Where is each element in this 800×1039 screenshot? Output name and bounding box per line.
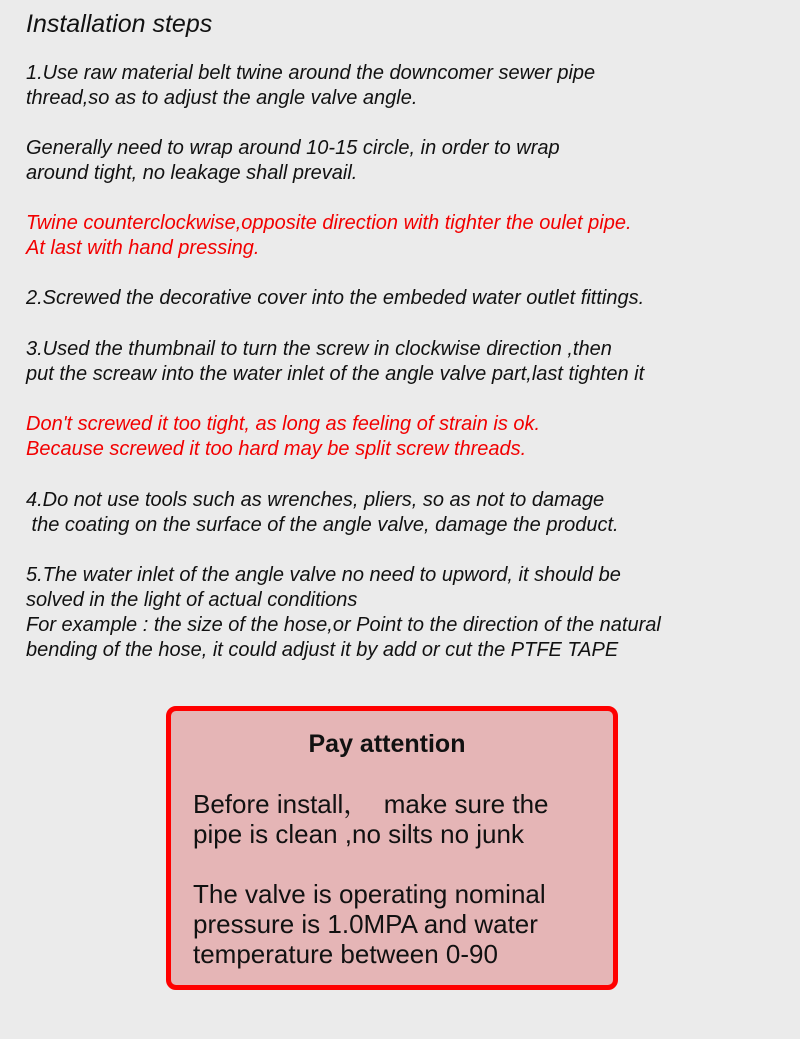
step-2 <box>26 286 644 311</box>
step-3 <box>26 337 644 387</box>
step-1-warning-line-1: Twine counterclockwise,opposite direction with tighter the oulet pipe. <box>26 212 632 234</box>
attention-paragraph-1-line-1: Before install， make sure the <box>193 789 549 819</box>
step-1-line-2: thread,so as to adjust the angle valve angle. <box>26 87 418 109</box>
attention-box <box>166 706 618 990</box>
step-4 <box>26 488 619 538</box>
step-1-note-line-2: around tight, no leakage shall prevail. <box>26 162 358 184</box>
step-1 <box>26 61 595 111</box>
step-1-warning <box>26 211 632 261</box>
step-3-line-2: put the screaw into the water inlet of the angle valve part,last tighten it <box>26 363 645 385</box>
step-5-line-1: 5.The water inlet of the angle valve no need to upword, it should be <box>26 564 621 586</box>
step-1-note <box>26 136 560 186</box>
step-4-line-1: 4.Do not use tools such as wrenches, pliers, so as not to damage <box>26 489 605 511</box>
attention-title: Pay attention <box>308 730 466 758</box>
attention-paragraph-2-line-1: The valve is operating nominal <box>193 879 546 909</box>
step-3-warning-line-1: Don't screwed it too tight, as long as feeling of strain is ok. <box>26 413 541 435</box>
attention-paragraph-1-line-2: pipe is clean ,no silts no junk <box>193 819 524 849</box>
step-2-line-1: 2.Screwed the decorative cover into the embeded water outlet fittings. <box>26 287 645 309</box>
step-4-line-2: the coating on the surface of the angle valve, damage the product. <box>26 514 619 536</box>
step-5-line-3: For example : the size of the hose,or Point to the direction of the natural <box>26 614 661 636</box>
step-5 <box>26 563 661 663</box>
step-3-warning <box>26 412 540 462</box>
attention-paragraph-2-line-2: pressure is 1.0MPA and water <box>193 909 538 939</box>
step-1-line-1: 1.Use raw material belt twine around the downcomer sewer pipe <box>26 62 596 84</box>
step-5-line-2: solved in the light of actual conditions <box>26 589 358 611</box>
step-3-warning-line-2: Because screwed it too hard may be split screw threads. <box>26 438 527 460</box>
page-title: Installation steps <box>26 10 213 38</box>
attention-paragraph-2 <box>193 879 546 969</box>
attention-paragraph-1 <box>193 789 549 849</box>
step-1-note-line-1: Generally need to wrap around 10-15 circle, in order to wrap <box>26 137 560 159</box>
step-3-line-1: 3.Used the thumbnail to turn the screw in clockwise direction ,then <box>26 338 612 360</box>
step-1-warning-line-2: At last with hand pressing. <box>26 237 260 259</box>
attention-paragraph-2-line-3: temperature between 0-90 <box>193 939 498 969</box>
step-5-line-4: bending of the hose, it could adjust it by add or cut the PTFE TAPE <box>26 639 619 661</box>
